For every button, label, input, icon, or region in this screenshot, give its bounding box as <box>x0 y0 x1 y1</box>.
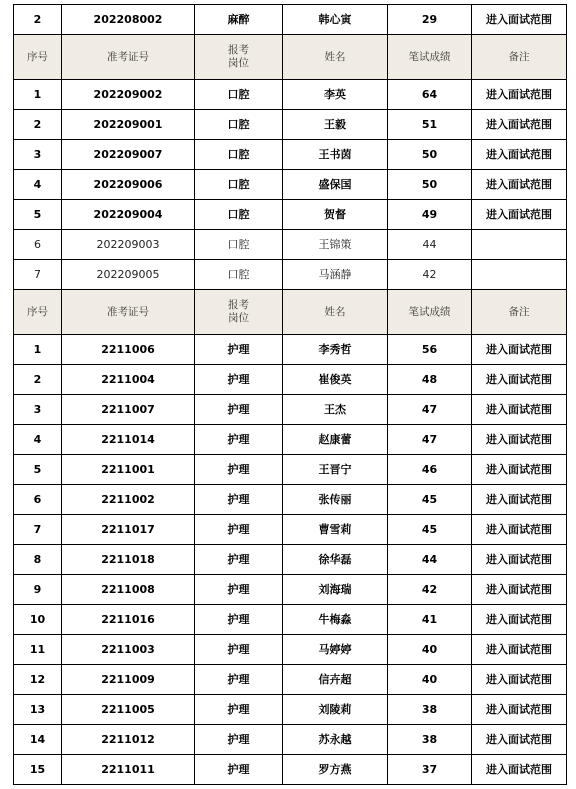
score-cell: 45 <box>388 485 472 515</box>
name-cell: 王晋宁 <box>283 455 388 485</box>
header-position-line2: 岗位 <box>228 57 249 69</box>
position-cell: 口腔 <box>195 200 283 230</box>
position-cell: 口腔 <box>195 170 283 200</box>
name-cell: 马婷婷 <box>283 635 388 665</box>
name-cell: 贺督 <box>283 200 388 230</box>
note-cell: 进入面试范围 <box>472 575 567 605</box>
name-cell: 王书茵 <box>283 140 388 170</box>
exam-no-cell: 2211004 <box>62 365 195 395</box>
seq-cell: 4 <box>14 170 62 200</box>
exam-no-cell: 202209005 <box>62 260 195 290</box>
position-cell: 护理 <box>195 425 283 455</box>
note-cell: 进入面试范围 <box>472 725 567 755</box>
seq-cell: 3 <box>14 395 62 425</box>
name-cell: 盛保国 <box>283 170 388 200</box>
note-cell: 进入面试范围 <box>472 5 567 35</box>
position-cell: 口腔 <box>195 230 283 260</box>
score-cell: 50 <box>388 140 472 170</box>
exam-no-cell: 202209003 <box>62 230 195 260</box>
name-cell: 刘海瑞 <box>283 575 388 605</box>
name-cell: 马涵静 <box>283 260 388 290</box>
score-cell: 47 <box>388 425 472 455</box>
table-row <box>14 635 567 665</box>
note-cell: 进入面试范围 <box>472 665 567 695</box>
table-row <box>14 485 567 515</box>
score-cell: 40 <box>388 635 472 665</box>
name-cell: 赵康蕾 <box>283 425 388 455</box>
position-cell: 护理 <box>195 545 283 575</box>
exam-no-cell: 2211001 <box>62 455 195 485</box>
name-cell: 王杰 <box>283 395 388 425</box>
position-cell: 护理 <box>195 395 283 425</box>
note-cell: 进入面试范围 <box>472 515 567 545</box>
note-cell <box>472 230 567 260</box>
header-score: 笔试成绩 <box>388 35 472 80</box>
exam-no-cell: 202209004 <box>62 200 195 230</box>
name-cell: 罗方燕 <box>283 755 388 785</box>
table-row <box>14 575 567 605</box>
score-cell: 49 <box>388 200 472 230</box>
note-cell: 进入面试范围 <box>472 140 567 170</box>
seq-cell: 14 <box>14 725 62 755</box>
score-cell: 44 <box>388 545 472 575</box>
position-cell: 护理 <box>195 755 283 785</box>
position-cell: 护理 <box>195 695 283 725</box>
seq-cell: 12 <box>14 665 62 695</box>
exam-no-cell: 2211012 <box>62 725 195 755</box>
position-cell: 护理 <box>195 485 283 515</box>
note-cell: 进入面试范围 <box>472 80 567 110</box>
seq-cell: 5 <box>14 200 62 230</box>
position-cell: 护理 <box>195 605 283 635</box>
position-cell: 口腔 <box>195 140 283 170</box>
seq-cell: 2 <box>14 365 62 395</box>
header-position-line1: 报考 <box>228 44 249 56</box>
seq-cell: 15 <box>14 755 62 785</box>
exam-no-cell: 2211014 <box>62 425 195 455</box>
name-cell: 张传丽 <box>283 485 388 515</box>
score-cell: 44 <box>388 230 472 260</box>
note-cell: 进入面试范围 <box>472 200 567 230</box>
position-cell: 口腔 <box>195 80 283 110</box>
exam-no-cell: 2211016 <box>62 605 195 635</box>
name-cell: 牛梅淼 <box>283 605 388 635</box>
table-row <box>14 110 567 140</box>
exam-no-cell: 2211009 <box>62 665 195 695</box>
exam-no-cell: 2211011 <box>62 755 195 785</box>
exam-no-cell: 2211018 <box>62 545 195 575</box>
name-cell: 信卉超 <box>283 665 388 695</box>
position-cell: 口腔 <box>195 110 283 140</box>
seq-cell: 5 <box>14 455 62 485</box>
header-name: 姓名 <box>283 290 388 335</box>
position-cell: 护理 <box>195 335 283 365</box>
seq-cell: 3 <box>14 140 62 170</box>
exam-no-cell: 2211005 <box>62 695 195 725</box>
exam-no-cell: 2211008 <box>62 575 195 605</box>
score-cell: 38 <box>388 725 472 755</box>
seq-cell: 1 <box>14 335 62 365</box>
exam-no-cell: 2211003 <box>62 635 195 665</box>
note-cell: 进入面试范围 <box>472 110 567 140</box>
name-cell: 王毅 <box>283 110 388 140</box>
exam-no-cell: 2211002 <box>62 485 195 515</box>
name-cell: 韩心寅 <box>283 5 388 35</box>
header-seq: 序号 <box>14 290 62 335</box>
header-position <box>195 35 283 80</box>
table-row <box>14 605 567 635</box>
position-cell: 口腔 <box>195 260 283 290</box>
score-cell: 42 <box>388 260 472 290</box>
header-score: 笔试成绩 <box>388 290 472 335</box>
seq-cell: 8 <box>14 545 62 575</box>
seq-cell: 6 <box>14 230 62 260</box>
position-cell: 护理 <box>195 455 283 485</box>
table-row <box>14 170 567 200</box>
position-cell: 护理 <box>195 725 283 755</box>
score-cell: 56 <box>388 335 472 365</box>
position-cell: 麻醉 <box>195 5 283 35</box>
table-row <box>14 665 567 695</box>
table-row <box>14 695 567 725</box>
seq-cell: 7 <box>14 515 62 545</box>
table-row <box>14 395 567 425</box>
note-cell: 进入面试范围 <box>472 365 567 395</box>
header-exam-no: 准考证号 <box>62 35 195 80</box>
table-row <box>14 335 567 365</box>
table-row <box>14 260 567 290</box>
table-row <box>14 140 567 170</box>
score-cell: 37 <box>388 755 472 785</box>
table-row <box>14 455 567 485</box>
exam-no-cell: 202209002 <box>62 80 195 110</box>
seq-cell: 13 <box>14 695 62 725</box>
position-cell: 护理 <box>195 365 283 395</box>
exam-no-cell: 2211006 <box>62 335 195 365</box>
note-cell: 进入面试范围 <box>472 635 567 665</box>
table-row <box>14 515 567 545</box>
note-cell: 进入面试范围 <box>472 425 567 455</box>
header-position <box>195 290 283 335</box>
name-cell: 苏永越 <box>283 725 388 755</box>
name-cell: 崔俊英 <box>283 365 388 395</box>
table-row <box>14 230 567 260</box>
seq-cell: 1 <box>14 80 62 110</box>
note-cell: 进入面试范围 <box>472 545 567 575</box>
table-row <box>14 365 567 395</box>
table-row <box>14 725 567 755</box>
table-row <box>14 755 567 785</box>
score-cell: 38 <box>388 695 472 725</box>
position-cell: 护理 <box>195 635 283 665</box>
seq-cell: 4 <box>14 425 62 455</box>
header-note: 备注 <box>472 35 567 80</box>
exam-no-cell: 2211007 <box>62 395 195 425</box>
exam-no-cell: 202209001 <box>62 110 195 140</box>
seq-cell: 7 <box>14 260 62 290</box>
note-cell: 进入面试范围 <box>472 695 567 725</box>
exam-no-cell: 202208002 <box>62 5 195 35</box>
table-row <box>14 200 567 230</box>
header-row-huli <box>14 290 567 335</box>
score-cell: 29 <box>388 5 472 35</box>
position-cell: 护理 <box>195 665 283 695</box>
position-cell: 护理 <box>195 515 283 545</box>
header-note: 备注 <box>472 290 567 335</box>
table-row <box>14 545 567 575</box>
name-cell: 曹雪莉 <box>283 515 388 545</box>
position-cell: 护理 <box>195 575 283 605</box>
score-cell: 40 <box>388 665 472 695</box>
header-position-line2: 岗位 <box>228 312 249 324</box>
table-row <box>14 5 567 35</box>
exam-no-cell: 202209006 <box>62 170 195 200</box>
table-row <box>14 80 567 110</box>
score-cell: 41 <box>388 605 472 635</box>
exam-no-cell: 2211017 <box>62 515 195 545</box>
name-cell: 李秀哲 <box>283 335 388 365</box>
table-row <box>14 425 567 455</box>
header-name: 姓名 <box>283 35 388 80</box>
note-cell: 进入面试范围 <box>472 170 567 200</box>
name-cell: 刘陵莉 <box>283 695 388 725</box>
note-cell: 进入面试范围 <box>472 455 567 485</box>
seq-cell: 11 <box>14 635 62 665</box>
name-cell: 徐华磊 <box>283 545 388 575</box>
score-cell: 64 <box>388 80 472 110</box>
score-cell: 46 <box>388 455 472 485</box>
score-cell: 45 <box>388 515 472 545</box>
header-seq: 序号 <box>14 35 62 80</box>
score-cell: 47 <box>388 395 472 425</box>
header-exam-no: 准考证号 <box>62 290 195 335</box>
note-cell: 进入面试范围 <box>472 395 567 425</box>
note-cell: 进入面试范围 <box>472 335 567 365</box>
header-position-line1: 报考 <box>228 299 249 311</box>
exam-no-cell: 202209007 <box>62 140 195 170</box>
note-cell <box>472 260 567 290</box>
score-table-body <box>14 5 567 785</box>
score-cell: 48 <box>388 365 472 395</box>
name-cell: 王锦策 <box>283 230 388 260</box>
seq-cell: 2 <box>14 110 62 140</box>
score-cell: 50 <box>388 170 472 200</box>
header-row-kouqiang <box>14 35 567 80</box>
seq-cell: 10 <box>14 605 62 635</box>
name-cell: 李英 <box>283 80 388 110</box>
note-cell: 进入面试范围 <box>472 485 567 515</box>
score-cell: 42 <box>388 575 472 605</box>
seq-cell: 9 <box>14 575 62 605</box>
note-cell: 进入面试范围 <box>472 755 567 785</box>
note-cell: 进入面试范围 <box>472 605 567 635</box>
seq-cell: 6 <box>14 485 62 515</box>
seq-cell: 2 <box>14 5 62 35</box>
score-cell: 51 <box>388 110 472 140</box>
score-table <box>13 4 567 785</box>
